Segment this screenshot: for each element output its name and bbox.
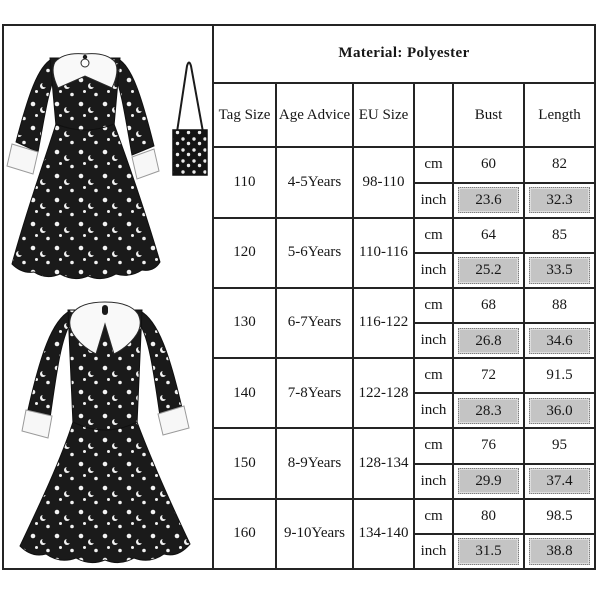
age-advice-value: 6-7Years — [276, 288, 353, 358]
length-inch-cell — [524, 253, 595, 288]
length-inch-cell — [524, 323, 595, 358]
bust-cm-value: 72 — [453, 358, 524, 393]
tag-size-value: 130 — [213, 288, 276, 358]
length-cm-value: 85 — [524, 218, 595, 253]
tag-size-value: 140 — [213, 358, 276, 428]
bust-cm-value: 60 — [453, 147, 524, 182]
table-header-row — [213, 83, 595, 147]
col-header-unit — [414, 83, 453, 147]
length-inch-cell — [524, 534, 595, 569]
length-cm-value: 98.5 — [524, 499, 595, 534]
length-inch-value: 34.6 — [529, 328, 590, 354]
age-advice-value: 4-5Years — [276, 147, 353, 217]
product-photo-panel — [2, 24, 212, 570]
length-cm-value: 95 — [524, 428, 595, 463]
bust-cm-value: 80 — [453, 499, 524, 534]
unit-cm-label: cm — [414, 218, 453, 253]
bust-cm-value: 76 — [453, 428, 524, 463]
col-header-tag-size: Tag Size — [213, 83, 276, 147]
unit-inch-label: inch — [414, 323, 453, 358]
length-inch-value: 33.5 — [529, 257, 590, 283]
unit-inch-label: inch — [414, 183, 453, 218]
bust-inch-cell — [453, 183, 524, 218]
bust-inch-cell — [453, 323, 524, 358]
length-inch-value: 37.4 — [529, 468, 590, 494]
material-title: Material: Polyester — [213, 25, 595, 83]
bust-inch-value: 31.5 — [458, 538, 519, 564]
bust-inch-cell — [453, 393, 524, 428]
size-row-110-cm — [213, 147, 595, 182]
age-advice-value: 8-9Years — [276, 428, 353, 498]
dress-detail-photo — [20, 302, 190, 563]
col-header-eu-size: EU Size — [353, 83, 414, 147]
eu-size-value: 134-140 — [353, 499, 414, 569]
material-row — [213, 25, 595, 83]
size-row-120-cm — [213, 218, 595, 253]
eu-size-value: 128-134 — [353, 428, 414, 498]
dress-front-photo — [7, 54, 160, 279]
unit-cm-label: cm — [414, 288, 453, 323]
bust-inch-value: 29.9 — [458, 468, 519, 494]
unit-cm-label: cm — [414, 499, 453, 534]
unit-inch-label: inch — [414, 534, 453, 569]
age-advice-value: 7-8Years — [276, 358, 353, 428]
length-cm-value: 91.5 — [524, 358, 595, 393]
length-inch-value: 36.0 — [529, 398, 590, 424]
bust-cm-value: 64 — [453, 218, 524, 253]
bust-inch-value: 23.6 — [458, 187, 519, 213]
col-header-bust: Bust — [453, 83, 524, 147]
length-inch-cell — [524, 393, 595, 428]
eu-size-value: 116-122 — [353, 288, 414, 358]
length-inch-cell — [524, 464, 595, 499]
eu-size-value: 110-116 — [353, 218, 414, 288]
length-inch-value: 38.8 — [529, 538, 590, 564]
age-advice-value: 5-6Years — [276, 218, 353, 288]
tag-size-value: 120 — [213, 218, 276, 288]
tag-size-value: 150 — [213, 428, 276, 498]
bust-inch-cell — [453, 534, 524, 569]
col-header-length: Length — [524, 83, 595, 147]
age-advice-value: 9-10Years — [276, 499, 353, 569]
length-inch-cell — [524, 183, 595, 218]
length-cm-value: 82 — [524, 147, 595, 182]
bust-cm-value: 68 — [453, 288, 524, 323]
tag-size-value: 110 — [213, 147, 276, 217]
unit-inch-label: inch — [414, 393, 453, 428]
size-row-150-cm — [213, 428, 595, 463]
unit-inch-label: inch — [414, 253, 453, 288]
unit-inch-label: inch — [414, 464, 453, 499]
size-row-140-cm — [213, 358, 595, 393]
bust-inch-value: 28.3 — [458, 398, 519, 424]
length-inch-value: 32.3 — [529, 187, 590, 213]
unit-cm-label: cm — [414, 428, 453, 463]
tag-size-value: 160 — [213, 499, 276, 569]
bust-inch-value: 25.2 — [458, 257, 519, 283]
bust-inch-value: 26.8 — [458, 328, 519, 354]
size-chart-table — [212, 24, 596, 570]
size-row-130-cm — [213, 288, 595, 323]
unit-cm-label: cm — [414, 147, 453, 182]
bust-inch-cell — [453, 464, 524, 499]
eu-size-value: 98-110 — [353, 147, 414, 217]
size-row-160-cm — [213, 499, 595, 534]
col-header-age-advice: Age Advice — [276, 83, 353, 147]
bust-inch-cell — [453, 253, 524, 288]
unit-cm-label: cm — [414, 358, 453, 393]
eu-size-value: 122-128 — [353, 358, 414, 428]
handbag-photo — [173, 63, 207, 176]
length-cm-value: 88 — [524, 288, 595, 323]
